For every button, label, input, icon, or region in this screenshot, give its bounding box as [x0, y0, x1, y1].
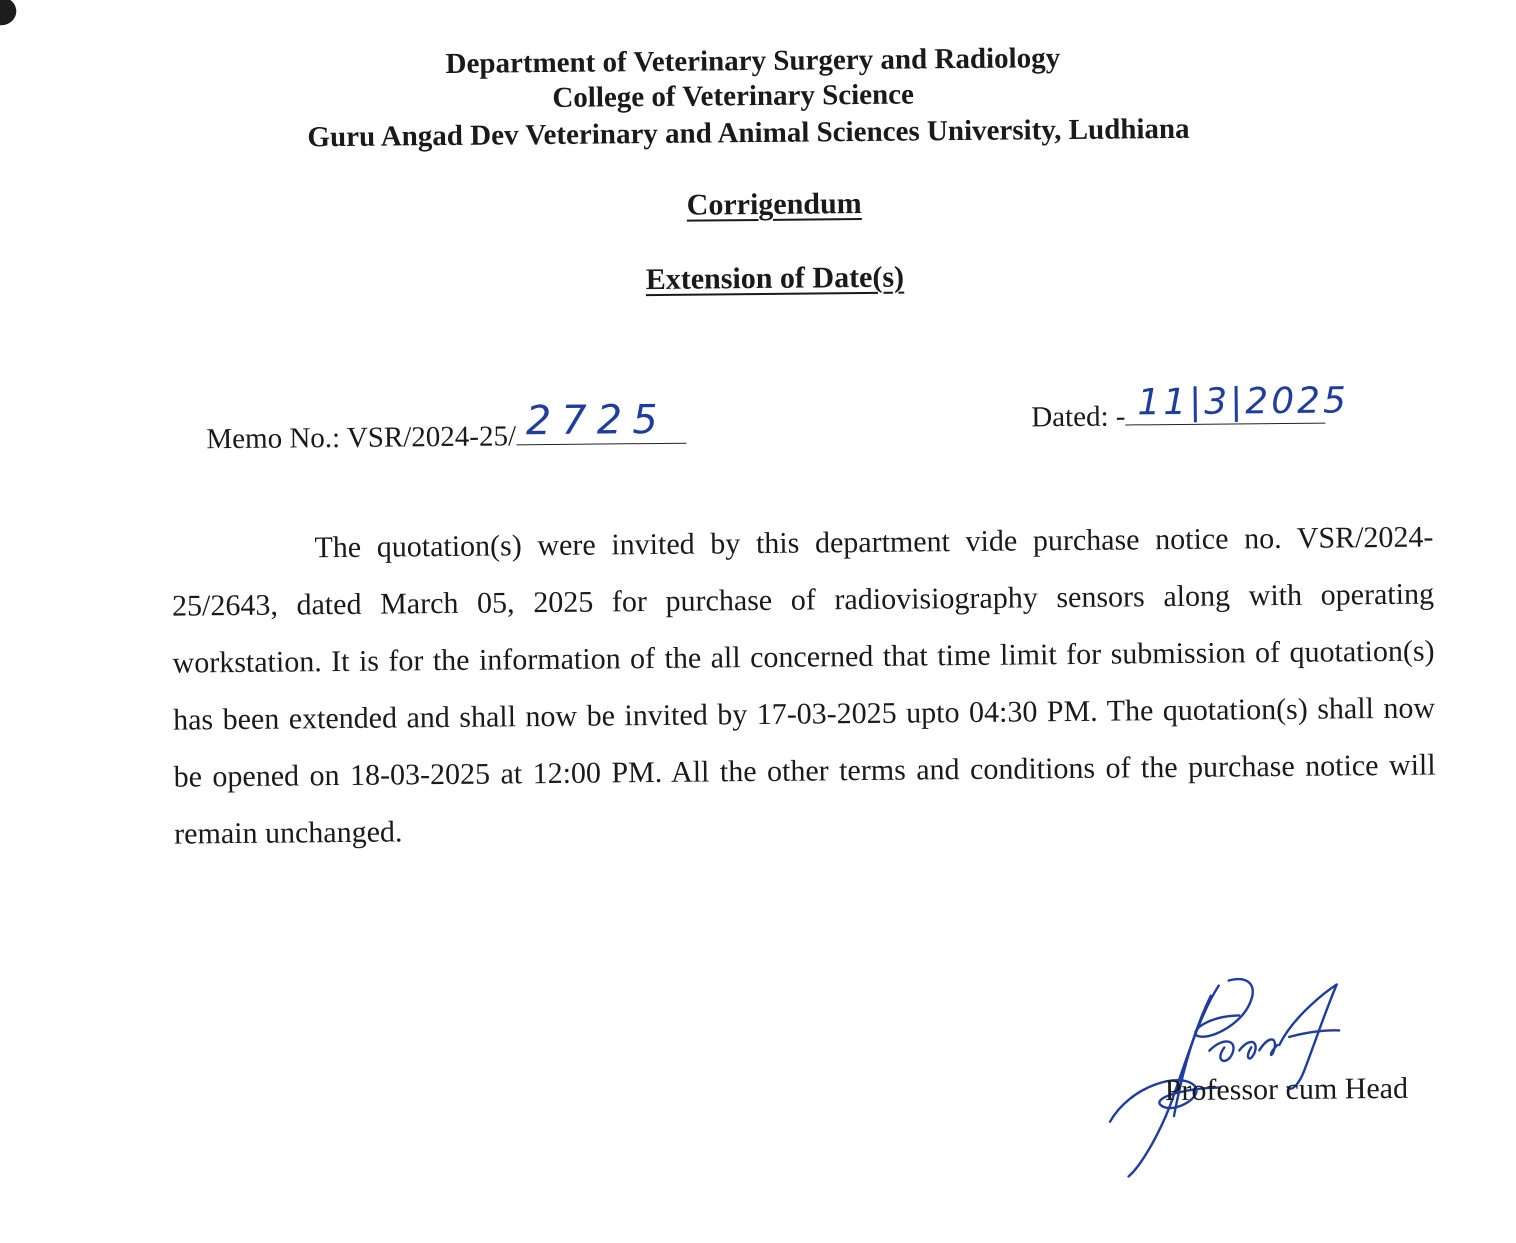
memo-number — [206, 396, 686, 457]
signatory-designation: Professor cum Head — [1164, 1071, 1409, 1108]
memo-handwritten-number: 2725 — [525, 396, 668, 445]
letterhead — [0, 37, 1512, 160]
memo-date — [1031, 380, 1350, 435]
memo-label: Memo No.: VSR/2024-25/ — [206, 420, 517, 456]
memo-fill-line — [516, 396, 686, 446]
department-name: Department of Veterinary Surgery and Radiology — [445, 42, 1061, 80]
dated-fill-line — [1125, 380, 1350, 426]
document-title — [16, 181, 1516, 230]
body-paragraph — [171, 509, 1436, 863]
dated-label: Dated: - — [1031, 400, 1126, 434]
document-subtitle-text: Extension of Date(s) — [645, 260, 905, 297]
university-name: Guru Angad Dev Veterinary and Animal Sciences University, Ludhiana — [307, 112, 1190, 154]
paragraph-indent — [172, 557, 315, 558]
college-name: College of Veterinary Science — [552, 78, 915, 114]
dated-handwritten-date: 11|3|2025 — [1137, 380, 1350, 424]
scan-corner-mark — [0, 0, 16, 25]
document-title-text: Corrigendum — [686, 187, 862, 222]
body-text: The quotation(s) were invited by this department vide purchase notice no. VSR/2024-25/2643, dated March 05, 2025 for purchase of radiovisiography sensors along with operating workstation. It is for the information of the all concerned that time limit for submission of quotation(s) has been extended and shall now be invited by 17-03-2025 upto 04:30 PM. The quotation(s) shall now be opened on 18-03-2025 at 12:00 PM. All the other terms and conditions of the purchase notice will remain unchanged. — [171, 520, 1436, 851]
document-subtitle — [17, 255, 1516, 304]
